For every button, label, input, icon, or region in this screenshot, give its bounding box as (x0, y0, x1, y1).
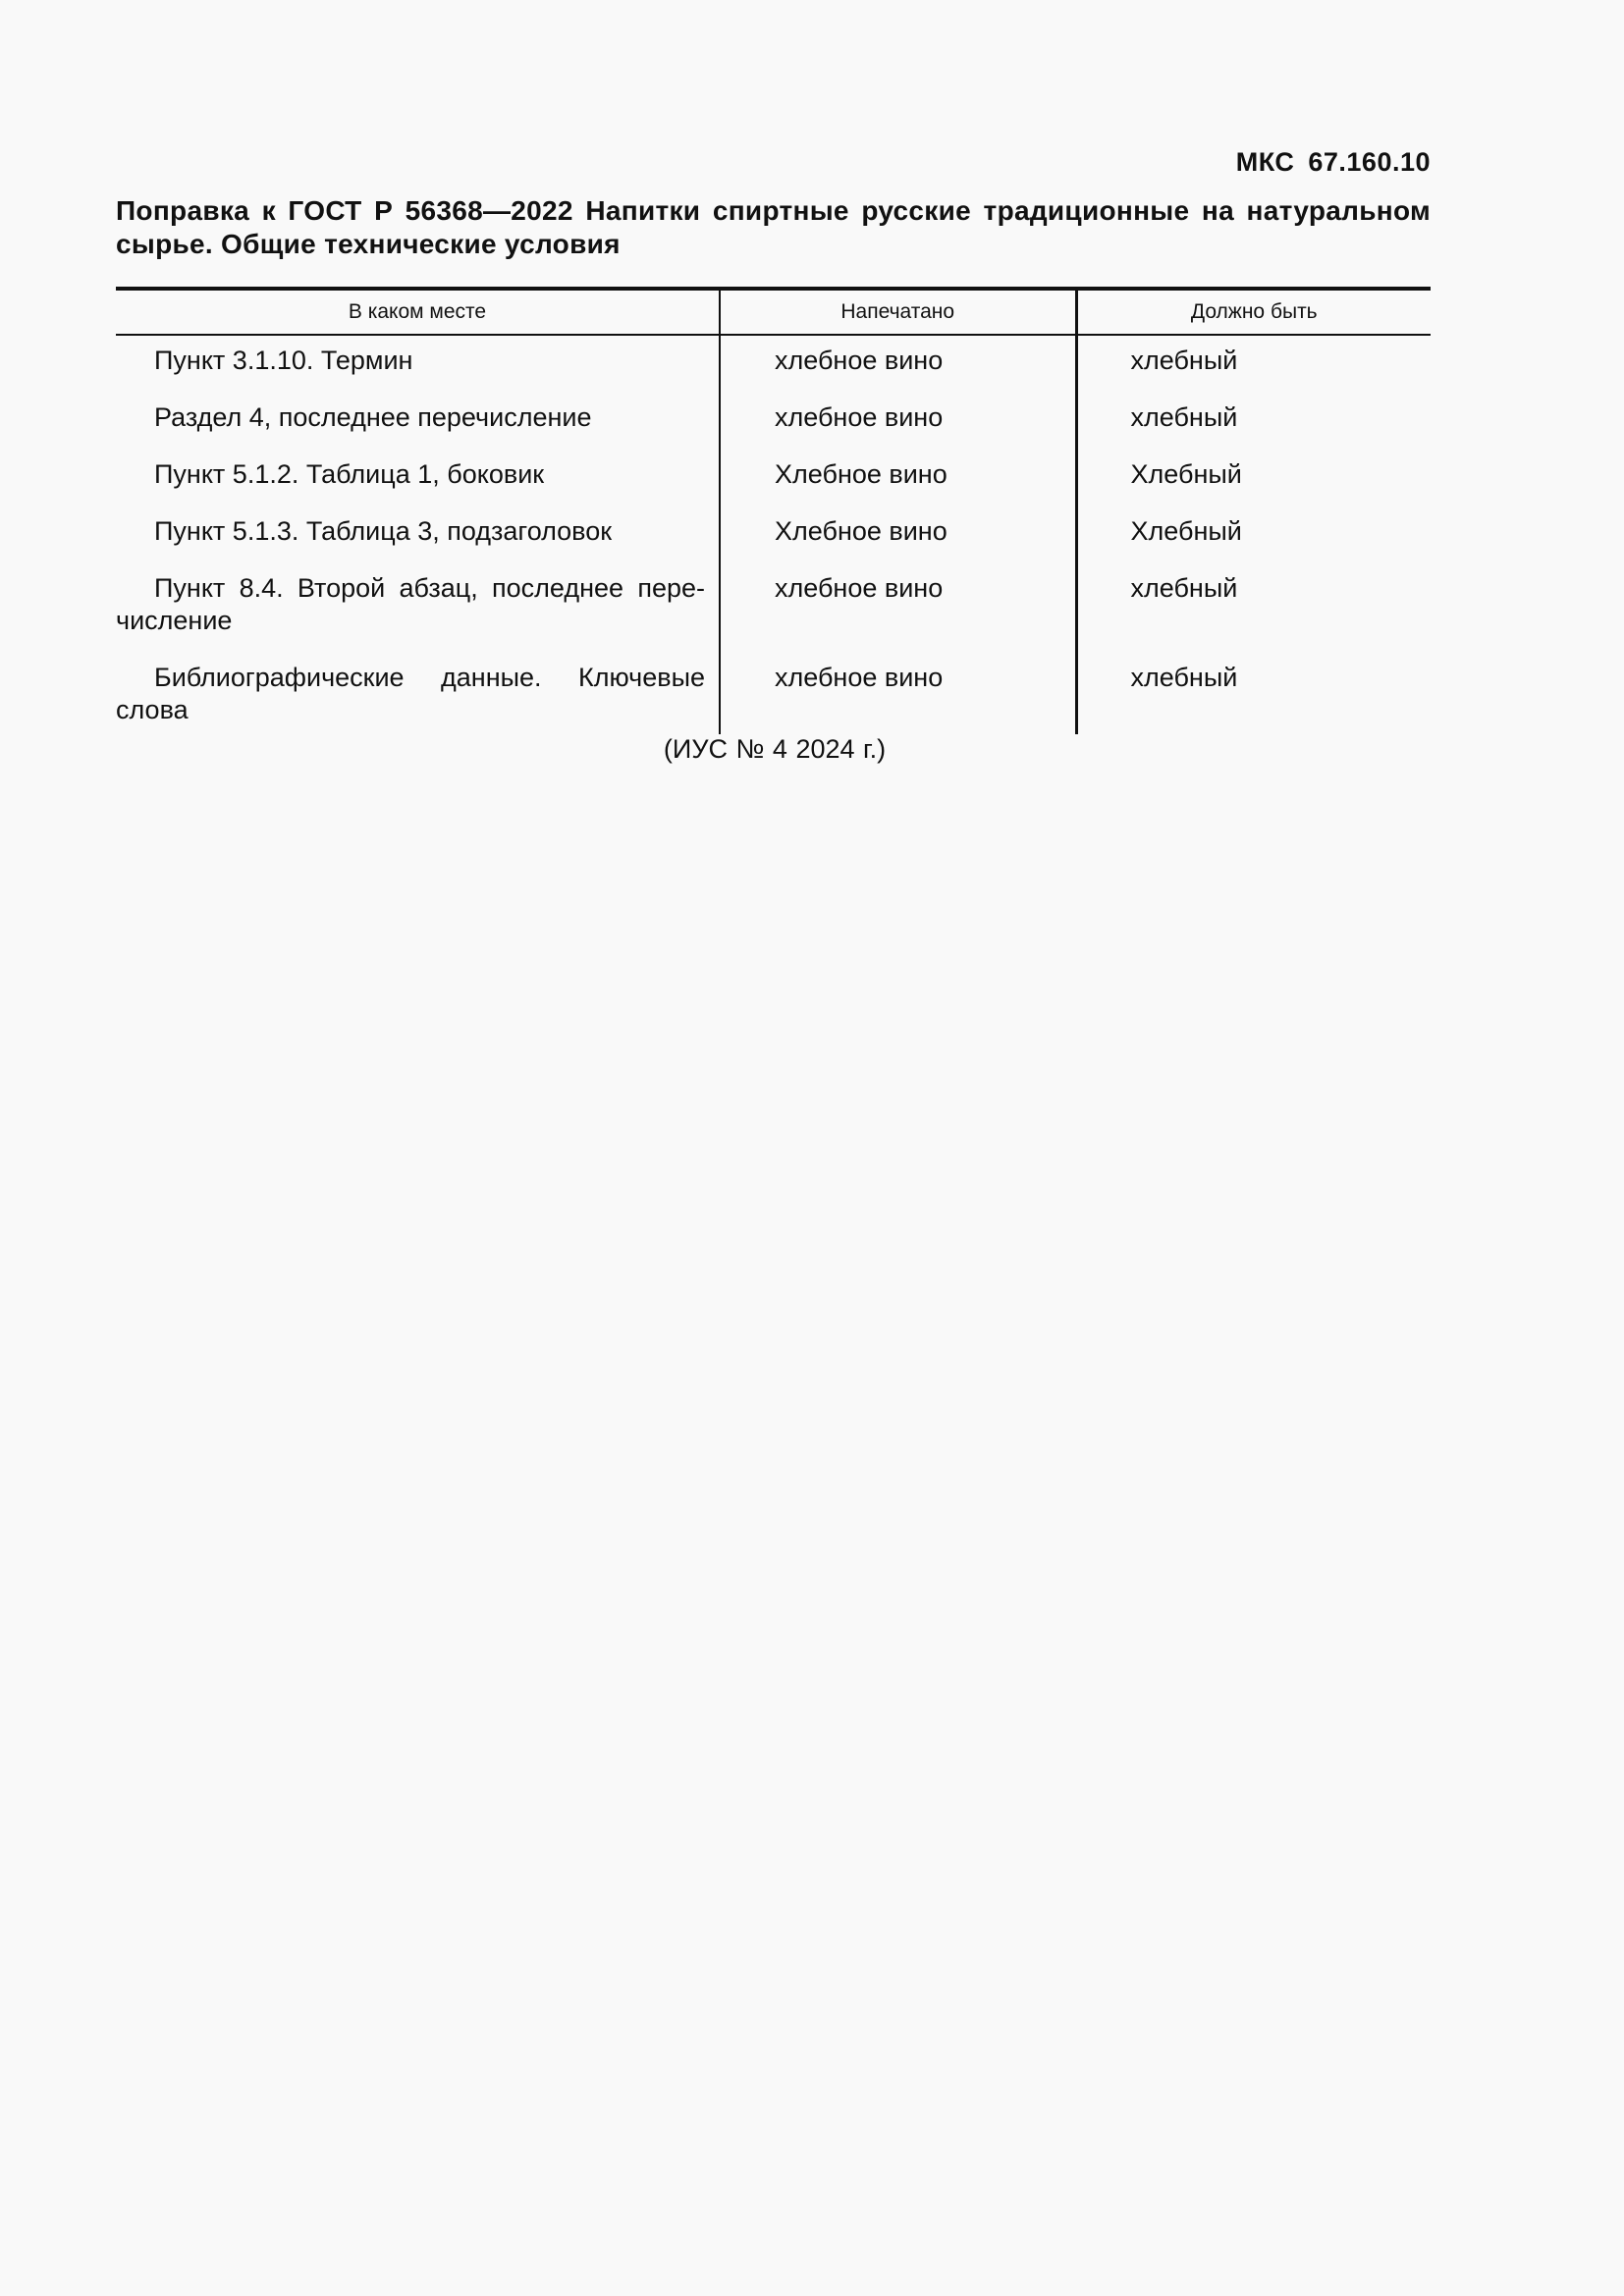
cell-printed: Хлебное вино (720, 453, 1076, 509)
cell-printed: хлебное вино (720, 396, 1076, 453)
cell-printed: хлебное вино (720, 335, 1076, 396)
table-row (116, 453, 1431, 509)
classifier-code: МКС 67.160.10 (1235, 147, 1431, 177)
cell-should-be: Хлебный (1130, 459, 1242, 489)
corrections-table-container (116, 287, 1431, 734)
cell-should-be: хлебный (1130, 663, 1238, 692)
document-title: Поправка к ГОСТ Р 56368—2022 Напитки спиртные русские традиционные на натуральном сырье. Общие технические условия (116, 195, 1431, 259)
cell-place: Библиографические данные. Ключевые слова (116, 656, 720, 734)
cell-should-be: хлебный (1130, 573, 1238, 603)
cell-printed: хлебное вино (720, 566, 1076, 656)
table-row (116, 566, 1431, 656)
corrections-table (116, 287, 1431, 734)
column-header-place: В каком месте (116, 289, 720, 335)
cell-should-be: хлебный (1130, 346, 1238, 375)
cell-place: Пункт 5.1.2. Таблица 1, боковик (116, 453, 720, 509)
cell-should-be: Хлебный (1130, 516, 1242, 546)
cell-place: Пункт 8.4. Второй абзац, последнее пере-числение (116, 566, 720, 656)
source-reference: (ИУС № 4 2024 г.) (663, 734, 887, 764)
table-row (116, 656, 1431, 734)
cell-place: Пункт 5.1.3. Таблица 3, подзаголовок (116, 509, 720, 566)
cell-should-be: хлебный (1130, 402, 1238, 432)
table-row (116, 396, 1431, 453)
table-header-row (116, 289, 1431, 335)
cell-place: Раздел 4, последнее перечисление (116, 396, 720, 453)
table-row (116, 509, 1431, 566)
cell-place: Пункт 3.1.10. Термин (116, 335, 720, 396)
table-row (116, 335, 1431, 396)
column-header-should-be: Должно быть (1076, 289, 1431, 335)
cell-printed: Хлебное вино (720, 509, 1076, 566)
column-header-printed: Напечатано (720, 289, 1076, 335)
cell-printed: хлебное вино (720, 656, 1076, 734)
